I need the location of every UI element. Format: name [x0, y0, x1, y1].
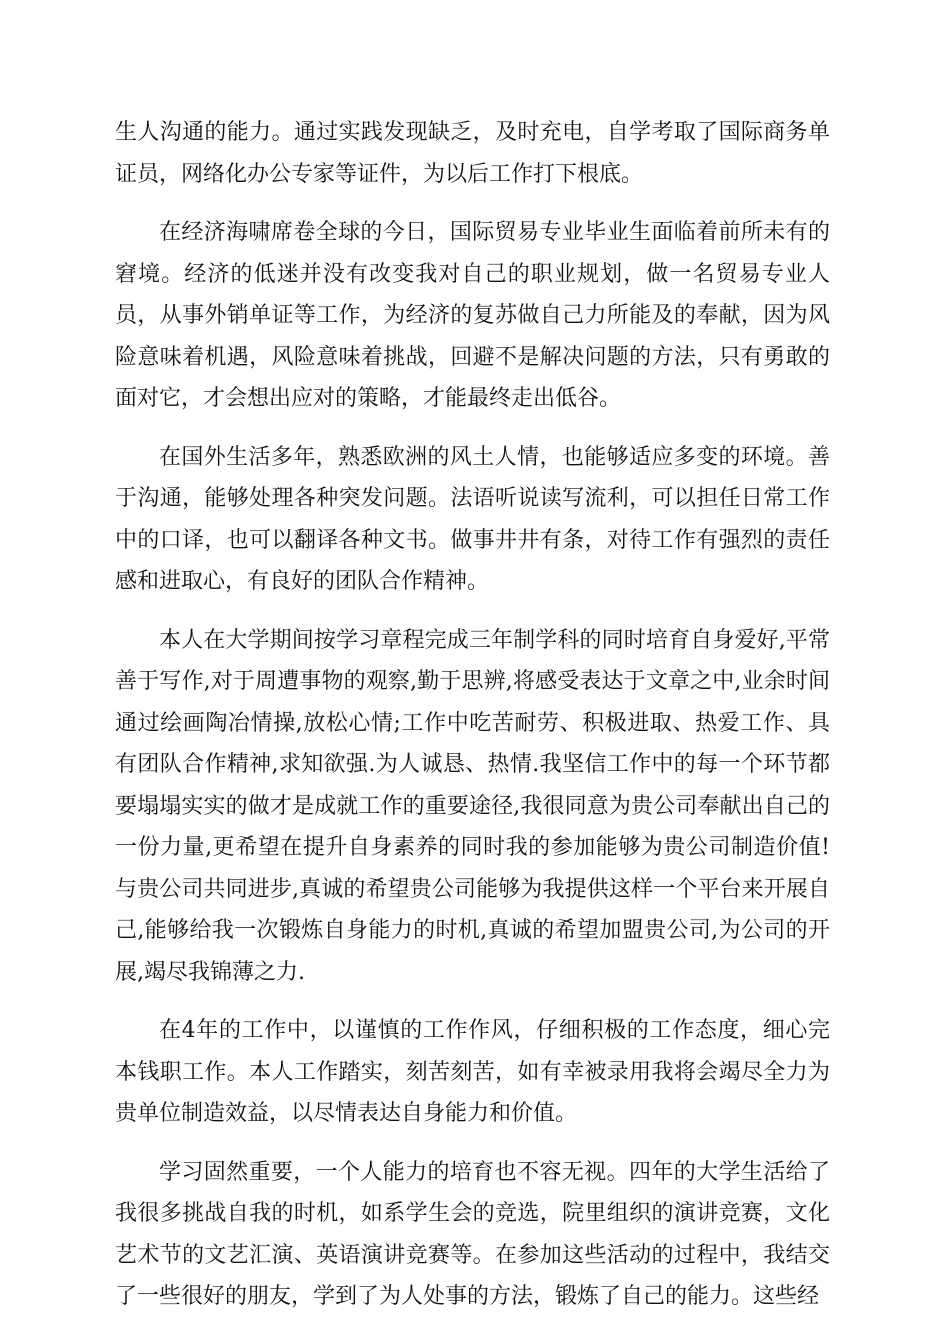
document-body — [115, 112, 830, 1335]
paragraph-6: 学习固然重要，一个人能力的培育也不容无视。四年的大学生活给了我很多挑战自我的时机，如系学生会的竞选，院里组织的演讲竞赛，文化艺术节的文艺汇演、英语演讲竞赛等。在参加这些活动的过程中，我结交了一些很好的朋友，学到了为人处事的方法，锻炼了自己的能力。这些经 — [115, 1159, 830, 1309]
paragraph-4: 本人在大学期间按学习章程完成三年制学科的同时培育自身爱好,平常善于写作,对于周遭事物的观察,勤于思辨,将感受表达于文章之中,业余时间通过绘画陶冶情操,放松心情;工作中吃苦耐劳、积极进取、热爱工作、具有团队合作精神,求知欲强.为人诚恳、热情.我坚信工作中的每一个环节都要塌塌实实的做才是成就工作的重要途径,我很同意为贵公司奉献出自己的一份力量,更希望在提升自身素养的同时我的参加能够为贵公司制造价值!与贵公司共同进步,真诚的希望贵公司能够为我提供这样一个平台来开展自己,能够给我一次锻炼自身能力的时机,真诚的希望加盟贵公司,为公司的开展,竭尽我锦薄之力. — [115, 627, 830, 985]
paragraph-3: 在国外生活多年，熟悉欧洲的风土人情，也能够适应多变的环境。善于沟通，能够处理各种突发问题。法语听说读写流利，可以担任日常工作中的口译，也可以翻译各种文书。做事井井有条，对待工作有强烈的责任感和进取心，有良好的团队合作精神。 — [115, 444, 830, 594]
paragraph-1: 生人沟通的能力。通过实践发现缺乏，及时充电，自学考取了国际商务单证员，网络化办公专家等证件，为以后工作打下根底。 — [115, 120, 830, 187]
paragraph-2: 在经济海啸席卷全球的今日，国际贸易专业毕业生面临着前所未有的窘境。经济的低迷并没有改变我对自己的职业规划，做一名贸易专业人员，从事外销单证等工作，为经济的复苏做自己力所能及的奉献，因为风险意味着机遇，风险意味着挑战，回避不是解决问题的方法，只有勇敢的面对它，才会想出应对的策略，才能最终走出低谷。 — [115, 220, 830, 411]
paragraph-5: 在4年的工作中，以谨慎的工作作风，仔细积极的工作态度，细心完本钱职工作。本人工作踏实，刻苦刻苦，如有幸被录用我将会竭尽全力为贵单位制造效益，以尽情表达自身能力和价值。 — [115, 1018, 830, 1126]
